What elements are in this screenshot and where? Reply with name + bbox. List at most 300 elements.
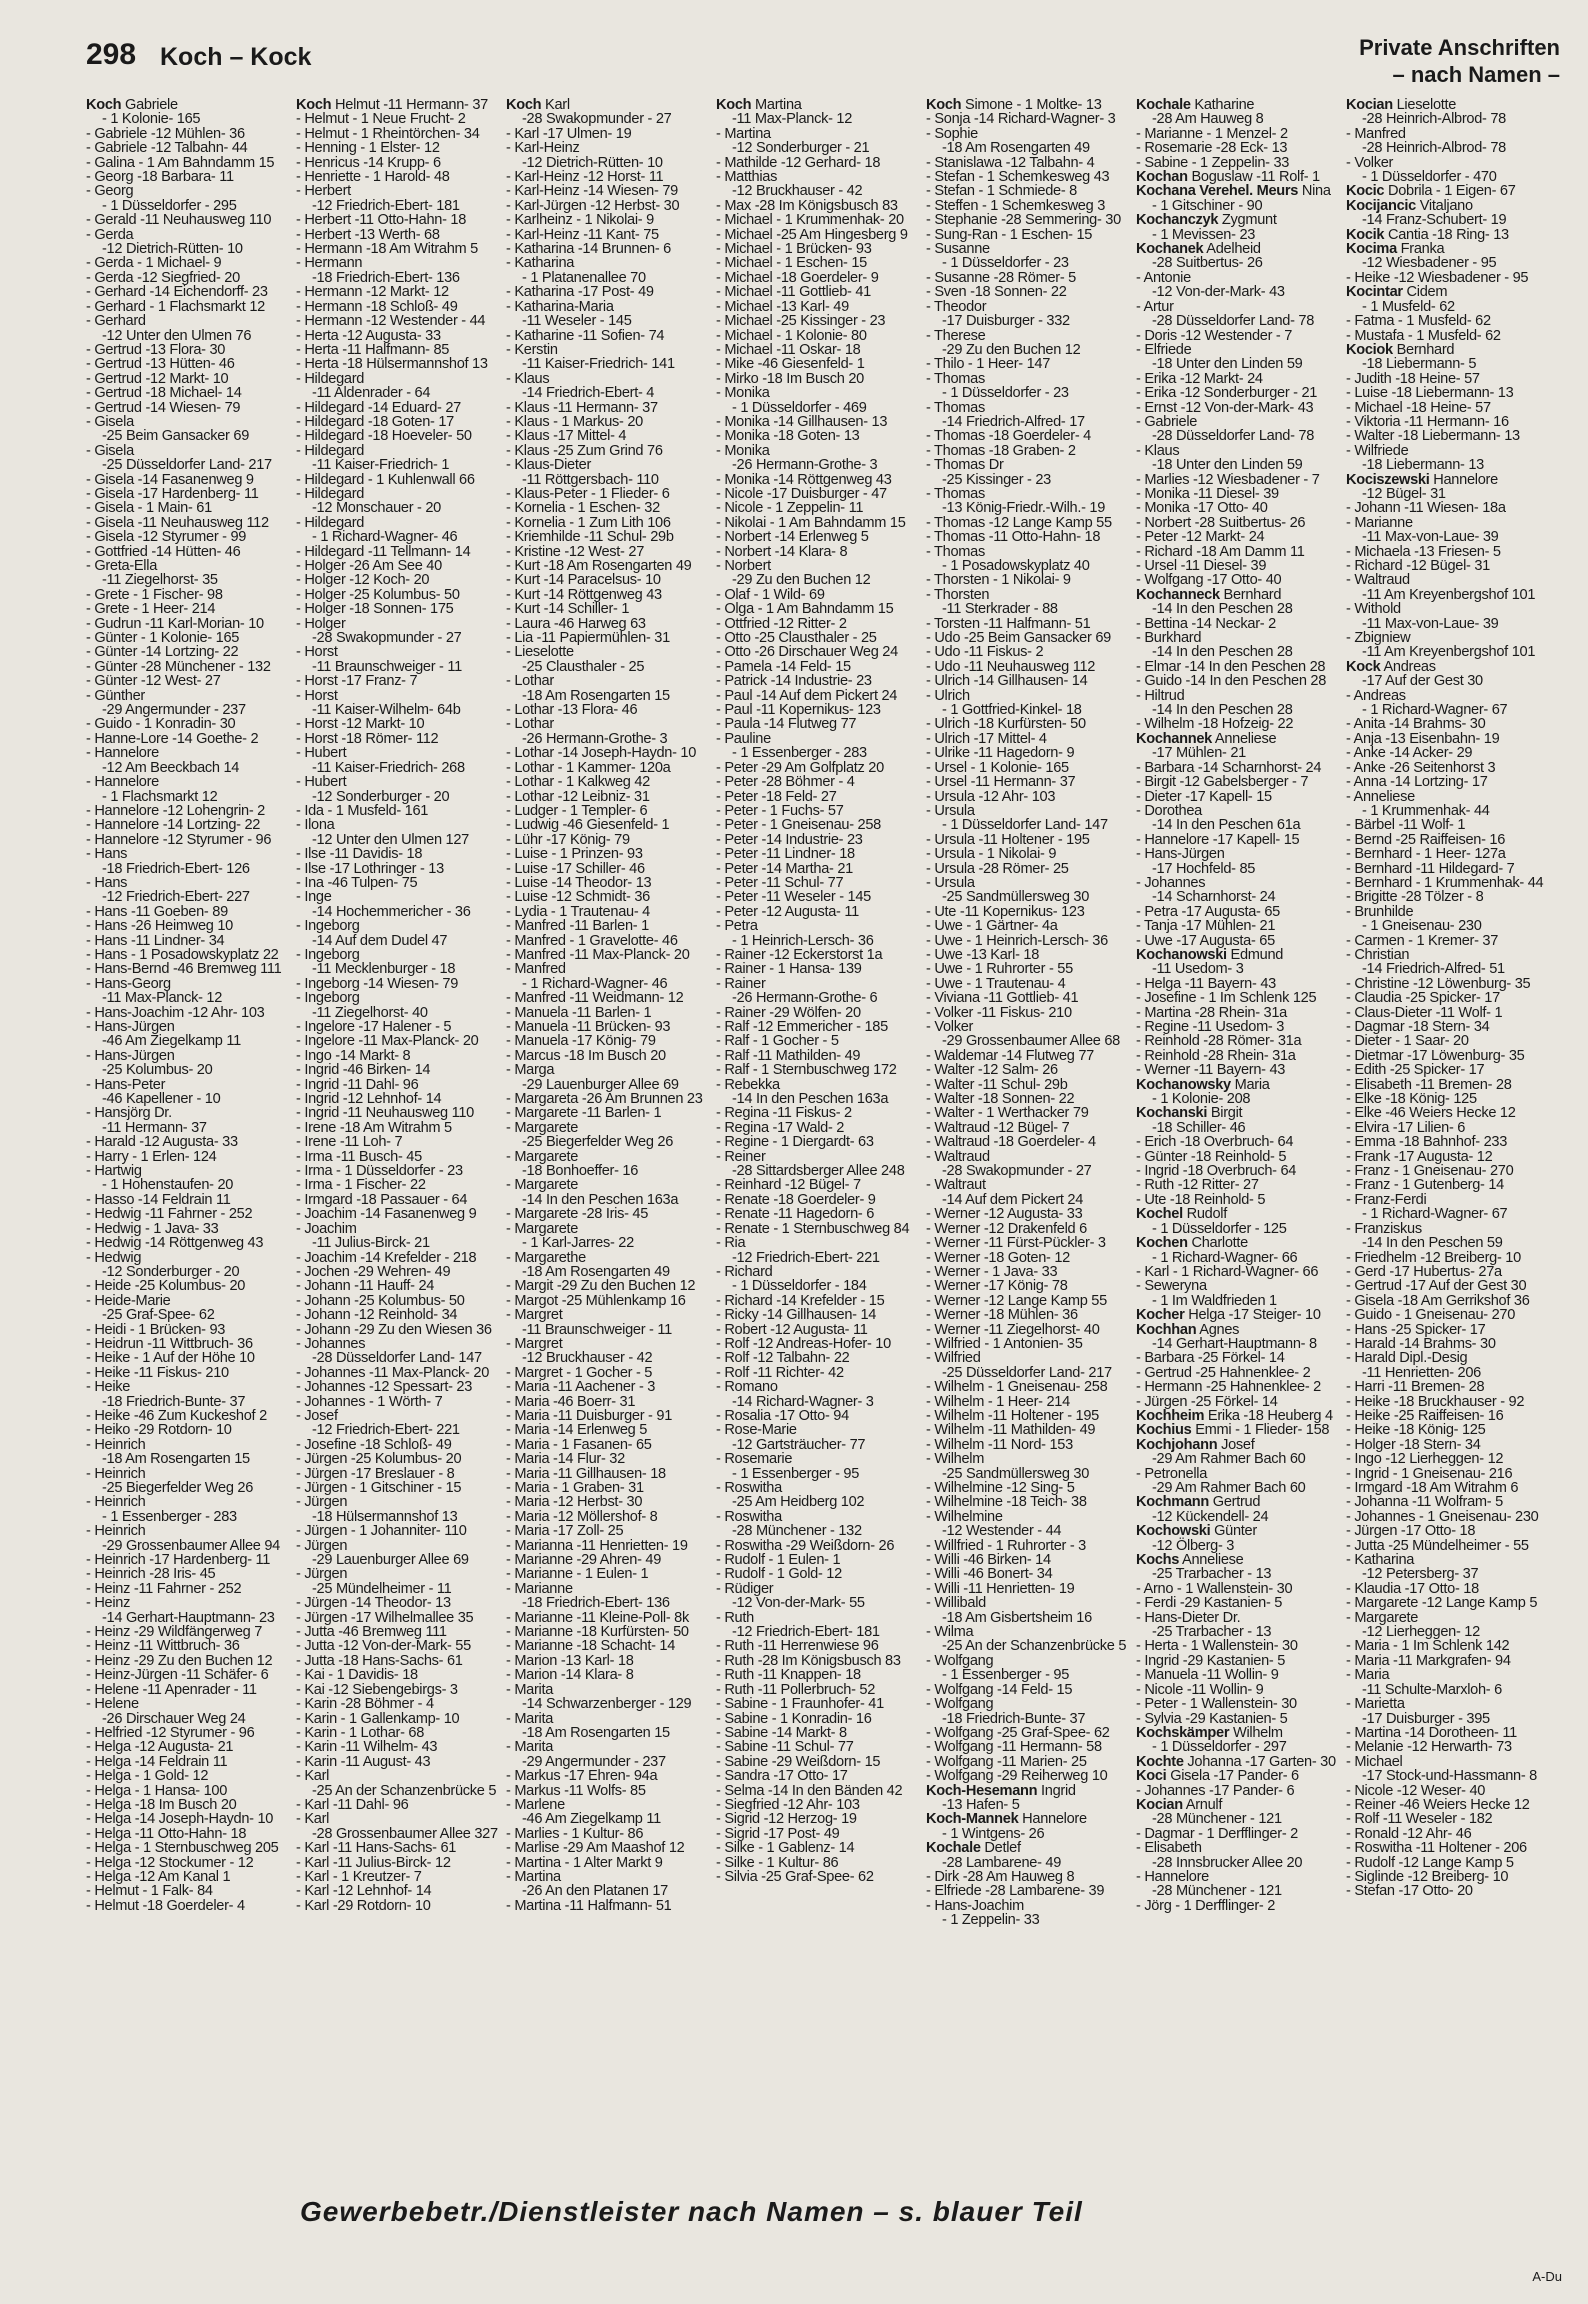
directory-entry: - Hermann: [296, 255, 363, 272]
directory-entry: - Wolfgang: [926, 1652, 994, 1669]
directory-entry: -14 Friedrich-Alfred- 17: [942, 413, 1085, 430]
directory-entry: -17 Stock-und-Hassmann- 8: [1362, 1768, 1538, 1785]
directory-entry: - Ursula - 1 Nikolai- 9: [926, 846, 1057, 863]
directory-entry: - Marianne -29 Ahren- 49: [506, 1552, 662, 1569]
directory-entry: - Herbert -13 Werth- 68: [296, 226, 440, 243]
directory-entry: -25 Am Heidberg 102: [732, 1494, 865, 1511]
directory-entry: - Wilhelm: [926, 1451, 985, 1468]
entry-rest: Gisela -17 Pander- 6: [1166, 1768, 1299, 1785]
directory-entry: - Christian: [1346, 946, 1410, 963]
surname-heading: Kochanczyk: [1136, 212, 1219, 229]
directory-entry: -14 Schwarzenberger - 129: [522, 1696, 692, 1713]
surname-heading: Kochale: [926, 1840, 981, 1857]
directory-entry: - Romano: [716, 1379, 778, 1396]
directory-entry: - Bernhard -11 Hildegard- 7: [1346, 860, 1515, 877]
directory-entry: - Erika -12 Markt- 24: [1136, 370, 1263, 387]
directory-entry: - 1 Düsseldorfer - 125: [1152, 1220, 1287, 1237]
directory-entry: - Ursula: [926, 802, 975, 819]
directory-entry: -12 Gartsträucher- 77: [732, 1436, 866, 1453]
directory-entry: - Marianne -11 Kleine-Poll- 8k: [506, 1609, 689, 1626]
directory-entry: - Otto -26 Dirschauer Weg 24: [716, 644, 898, 661]
directory-entry: -11 Aldenrader - 64: [312, 385, 431, 402]
directory-entry: - Jürgen -17 Breslauer - 8: [296, 1465, 455, 1482]
directory-entry: - Martina -11 Halfmann- 51: [506, 1897, 672, 1914]
directory-entry: - Karl -17 Ulmen- 19: [506, 125, 632, 142]
directory-entry: - Kurt -14 Schiller- 1: [506, 601, 630, 618]
surname-heading: Kocijancic: [1346, 197, 1416, 214]
directory-entry: - Luise -17 Schiller- 46: [506, 860, 645, 877]
directory-entry: [1136, 1078, 1341, 1092]
directory-entry: -28 Am Hauweg 8: [1152, 111, 1264, 128]
directory-entry: - Sigrid -17 Post- 49: [716, 1825, 840, 1842]
directory-entry: -25 Trarbacher - 13: [1152, 1566, 1272, 1583]
directory-entry: -11 Max-Planck- 12: [102, 990, 223, 1007]
directory-entry: -11 Max-Planck- 12: [732, 111, 853, 128]
directory-entry: - Helga -11 Bayern- 43: [1136, 975, 1276, 992]
directory-entry: - Hedwig -14 Röttgenweg 43: [86, 1235, 264, 1252]
directory-entry: - Rose-Marie: [716, 1422, 797, 1439]
directory-entry: - Werner -11 Fürst-Pückler- 3: [926, 1235, 1106, 1252]
directory-entry: - Monika: [716, 442, 770, 459]
directory-entry: -14 In den Peschen 61a: [1152, 817, 1301, 834]
directory-entry: - Wilfried - 1 Antonien- 35: [926, 1335, 1083, 1352]
directory-entry: - Holger -18 Stern- 34: [1346, 1436, 1481, 1453]
directory-entry: -11 Weseler - 145: [522, 313, 632, 330]
directory-entry: - Heidi - 1 Brücken- 93: [86, 1321, 226, 1338]
directory-column-6: [1136, 98, 1341, 2188]
directory-entry: - Manuela -17 König- 79: [506, 1033, 656, 1050]
directory-entry: - Ingeborg: [296, 990, 360, 1007]
directory-entry: - Helmut - 1 Rheintörchen- 34: [296, 125, 480, 142]
directory-entry: - Birgit -12 Gabelsberger - 7: [1136, 774, 1309, 791]
directory-entry: - Lothar - 1 Kammer- 120a: [506, 759, 671, 776]
directory-entry: - Dieter - 1 Saar- 20: [1346, 1033, 1469, 1050]
directory-entry: - Anke -14 Acker- 29: [1346, 745, 1473, 762]
directory-entry: - Patrick -14 Industrie- 23: [716, 673, 872, 690]
directory-entry: - Ulrich: [926, 687, 970, 704]
directory-entry: - Waldemar -14 Flutweg 77: [926, 1047, 1094, 1064]
directory-entry: [716, 98, 921, 112]
directory-entry: - Laura -46 Harweg 63: [506, 615, 646, 632]
directory-entry: -11 Max-von-Laue- 39: [1362, 615, 1499, 632]
directory-entry: - Jürgen: [296, 1566, 348, 1583]
directory-entry: - Volker: [1346, 154, 1394, 171]
directory-entry: - Karin -11 August- 43: [296, 1753, 431, 1770]
directory-entry: - Jürgen: [296, 1537, 348, 1554]
entry-rest: Anneliese: [1211, 730, 1277, 747]
directory-entry: -11 Am Kreyenbergshof 101: [1362, 644, 1536, 661]
directory-entry: -18 Unter den Linden 59: [1152, 356, 1303, 373]
directory-entry: - Ulrich -14 Gillhausen- 14: [926, 673, 1088, 690]
directory-entry: - Grete - 1 Fischer- 98: [86, 586, 223, 603]
directory-entry: - Christine -12 Löwenburg- 35: [1346, 975, 1531, 992]
directory-entry: - Harald -14 Brahms- 30: [1346, 1335, 1496, 1352]
directory-entry: - Ulrich -17 Mittel- 4: [926, 730, 1047, 747]
surname-heading: Koci: [1136, 1768, 1167, 1785]
directory-entry: - Kurt -14 Paracelsus- 10: [506, 572, 661, 589]
directory-entry: - Michael -18 Heine- 57: [1346, 399, 1491, 416]
directory-entry: - 1 Gneisenau- 230: [1362, 918, 1482, 935]
directory-entry: - Michaela -13 Friesen- 5: [1346, 543, 1501, 560]
directory-entry: - Klaus-Peter - 1 Flieder- 6: [506, 485, 670, 502]
directory-entry: [86, 98, 291, 112]
directory-entry: [1136, 1798, 1341, 1812]
directory-entry: - Regine -11 Usedom- 3: [1136, 1019, 1285, 1035]
directory-entry: - Werner -12 Drakenfeld 6: [926, 1220, 1087, 1237]
directory-entry: - 1 Richard-Wagner- 67: [1362, 1206, 1508, 1223]
directory-entry: - Ursel -11 Diesel- 39: [1136, 558, 1267, 574]
directory-entry: - Martina -14 Dorotheen- 11: [1346, 1724, 1517, 1741]
directory-entry: - Ida - 1 Musfeld- 161: [296, 802, 429, 819]
directory-entry: - Rebekka: [716, 1076, 780, 1093]
directory-entry: - Hubert: [296, 745, 347, 762]
directory-entry: -12 Bruckhauser - 42: [522, 1350, 653, 1367]
directory-entry: - Hedwig: [86, 1249, 142, 1266]
directory-entry: - Johannes -12 Spessart- 23: [296, 1379, 473, 1396]
directory-entry: - Therese: [926, 327, 986, 344]
directory-entry: - 1 Mevissen- 23: [1152, 226, 1256, 243]
directory-entry: - Hans - 1 Posadowskyplatz 22: [86, 946, 279, 963]
surname-heading: Kochskämper: [1136, 1724, 1230, 1741]
directory-entry: -28 Düsseldorfer Land- 78: [1152, 428, 1315, 445]
directory-entry: -25 Beim Gansacker 69: [102, 428, 250, 445]
directory-entry: - Hans: [86, 874, 128, 891]
directory-entry: - Zbigniew: [1346, 630, 1411, 647]
directory-entry: - Luise -18 Liebermann- 13: [1346, 385, 1514, 402]
directory-entry: - Pamela -14 Feld- 15: [716, 658, 851, 675]
directory-entry: - Hans-Jürgen: [86, 1019, 175, 1035]
directory-entry: - Wilhelmine: [926, 1508, 1003, 1525]
directory-entry: - Henricus -14 Krupp- 6: [296, 154, 441, 171]
directory-entry: -11 Henrietten- 206: [1362, 1364, 1481, 1381]
directory-entry: - Franziskus: [1346, 1220, 1422, 1237]
directory-entry: - Jürgen: [296, 1494, 348, 1511]
directory-entry: - Marianne -18 Kurfürsten- 50: [506, 1624, 689, 1641]
directory-entry: [1136, 184, 1341, 198]
directory-entry: - 1 Kolonie- 165: [102, 111, 201, 128]
directory-entry: - Martina: [716, 125, 771, 142]
directory-entry: - Stanislawa -12 Talbahn- 4: [926, 154, 1095, 171]
directory-entry: - Galina - 1 Am Bahndamm 15: [86, 154, 275, 171]
directory-entry: - Johann -11 Wiesen- 18a: [1346, 500, 1506, 517]
directory-entry: - Wilma: [926, 1624, 974, 1641]
directory-entry: -17 Hochfeld- 85: [1152, 860, 1256, 877]
entry-rest: Hannelore: [1018, 1811, 1087, 1828]
entry-rest: Franka: [1396, 241, 1445, 258]
directory-entry: - Brigitte -28 Tölzer - 8: [1346, 889, 1484, 906]
directory-entry: - Wolfgang: [926, 1696, 994, 1713]
directory-entry: - Peter - 1 Gneisenau- 258: [716, 817, 881, 834]
directory-entry: [1346, 184, 1551, 198]
directory-entry: - Werner -18 Mühlen- 36: [926, 1307, 1078, 1324]
directory-entry: -28 Düsseldorfer Land- 78: [1152, 313, 1315, 330]
directory-entry: [1346, 98, 1551, 112]
directory-entry: - Klaus: [506, 370, 550, 387]
surname-heading: Kochowski: [1136, 1523, 1211, 1540]
directory-entry: - Michael -11 Gottlieb- 41: [716, 284, 871, 301]
directory-entry: - Bernhard - 1 Krummenhak- 44: [1346, 874, 1544, 891]
directory-entry: -14 Hochemmericher - 36: [312, 903, 471, 920]
directory-entry: -11 Mecklenburger - 18: [312, 961, 456, 978]
directory-entry: -46 Am Ziegelkamp 11: [522, 1811, 661, 1828]
directory-entry: - Wolfgang -14 Feld- 15: [926, 1681, 1073, 1698]
directory-entry: - Josef: [296, 1407, 338, 1424]
directory-entry: - Robert -12 Augusta- 11: [716, 1321, 868, 1338]
directory-entry: [1136, 170, 1341, 184]
directory-entry: -12 Westender - 44: [942, 1523, 1062, 1540]
directory-entry: - Heike -25 Raiffeisen- 16: [1346, 1407, 1504, 1424]
directory-entry: - Hannelore -12 Lohengrin- 2: [86, 802, 266, 819]
directory-entry: -12 Ölberg- 3: [1152, 1537, 1235, 1554]
directory-entry: - Günther: [86, 687, 145, 704]
directory-entry: -26 An den Platanen 17: [522, 1883, 668, 1900]
directory-entry: - Antonie: [1136, 269, 1191, 286]
entry-rest: Detlef: [980, 1840, 1021, 1857]
directory-entry: - 1 Essenberger - 283: [732, 745, 867, 762]
directory-entry: - Horst -18 Römer- 112: [296, 730, 439, 747]
directory-entry: - Helmut - 1 Falk- 84: [86, 1883, 213, 1900]
directory-entry: -25 Biegerfelder Weg 26: [522, 1134, 674, 1151]
directory-entry: - Maria: [1346, 1667, 1390, 1684]
directory-entry: - Johannes: [1136, 874, 1206, 891]
directory-entry: -18 Am Rosengarten 49: [942, 140, 1090, 157]
directory-entry: - Maria -46 Boerr- 31: [506, 1393, 636, 1410]
entry-rest: Maria: [1230, 1076, 1270, 1093]
directory-entry: - Hannelore: [86, 745, 159, 762]
directory-entry: - Maria - 1 Im Schlenk 142: [1346, 1638, 1510, 1655]
directory-entry: - Herta -11 Halfmann- 85: [296, 341, 450, 358]
directory-entry: - Hans-Dieter Dr.: [1136, 1609, 1241, 1626]
entry-rest: Helmut -11 Hermann- 37: [331, 98, 488, 113]
directory-entry: -29 Grossenbaumer Allee 68: [942, 1033, 1120, 1050]
directory-entry: - Gabriele -12 Mühlen- 36: [86, 125, 245, 142]
directory-entry: - Luise - 1 Prinzen- 93: [506, 846, 643, 863]
entry-rest: Josef: [1217, 1436, 1255, 1453]
directory-entry: -12 Bruckhauser - 42: [732, 183, 863, 200]
directory-entry: - Heinz -11 Fahrner - 252: [86, 1580, 242, 1597]
directory-entry: - Klaus -11 Hermann- 37: [506, 399, 658, 416]
directory-entry: - Roswitha -29 Weißdorn- 26: [716, 1537, 895, 1554]
directory-entry: - Rolf -12 Andreas-Hofer- 10: [716, 1335, 891, 1352]
directory-entry: - Manfred: [506, 961, 566, 978]
directory-entry: - Karl-Heinz -14 Wiesen- 79: [506, 183, 678, 200]
directory-entry: - Gerhard: [86, 313, 146, 330]
directory-entry: -11 Kaiser-Friedrich- 268: [312, 759, 465, 776]
entry-rest: Gabriele: [121, 98, 178, 113]
directory-entry: - Hans-Jürgen: [86, 1047, 175, 1064]
directory-entry: - Rolf -11 Richter- 42: [716, 1364, 844, 1381]
directory-entry: - Waltraud: [926, 1148, 990, 1165]
directory-entry: [506, 98, 711, 112]
directory-entry: - Silvia -25 Graf-Spee- 62: [716, 1868, 874, 1885]
directory-entry: -12 Friedrich-Ebert- 221: [732, 1249, 880, 1266]
directory-entry: [926, 1784, 1131, 1798]
directory-entry: - Doris -12 Westender - 7: [1136, 327, 1293, 344]
directory-entry: - Heike: [86, 1379, 131, 1396]
directory-entry: -28 Grossenbaumer Allee 327: [312, 1825, 498, 1842]
directory-entry: - Werner -12 Lange Kamp 55: [926, 1292, 1107, 1309]
directory-entry: -12 Friedrich-Ebert- 181: [732, 1624, 880, 1641]
directory-entry: - Heike - 1 Auf der Höhe 10: [86, 1350, 255, 1367]
directory-entry: - Harald Dipl.-Desig: [1346, 1350, 1468, 1367]
directory-entry: -11 Kaiser-Friedrich- 1: [312, 457, 450, 474]
directory-entry: - Margareta -26 Am Brunnen 23: [506, 1091, 703, 1108]
directory-entry: - Renate - 1 Sternbuschweg 84: [716, 1220, 910, 1237]
directory-entry: -13 Hafen- 5: [942, 1796, 1020, 1813]
directory-entry: [1136, 1423, 1341, 1437]
directory-entry: -14 Auf dem Dudel 47: [312, 932, 448, 949]
directory-entry: -18 Friedrich-Ebert- 136: [522, 1595, 670, 1612]
entry-rest: Simone - 1 Moltke- 13: [961, 98, 1102, 113]
directory-entry: - Barbara -14 Scharnhorst- 24: [1136, 759, 1322, 776]
directory-entry: - Rolf -11 Weseler - 182: [1346, 1811, 1493, 1828]
directory-entry: - Melanie -12 Herwarth- 73: [1346, 1739, 1512, 1756]
directory-entry: - Werner -12 Augusta- 33: [926, 1206, 1083, 1223]
directory-entry: -18 Liebermann- 5: [1362, 356, 1477, 373]
directory-entry: -11 Am Kreyenbergshof 101: [1362, 586, 1536, 603]
directory-entry: -29 Zu den Buchen 12: [732, 572, 871, 589]
directory-entry: - Torsten -11 Halfmann- 51: [926, 615, 1091, 632]
directory-entry: - Wilhelm - 1 Heer- 214: [926, 1393, 1070, 1410]
directory-entry: - Johann -12 Reinhold- 34: [296, 1307, 458, 1324]
directory-entry: - Thomas -18 Goerdeler- 4: [926, 428, 1091, 445]
directory-entry: - Marcus -18 Im Busch 20: [506, 1047, 666, 1064]
entry-rest: Nina: [1298, 183, 1331, 200]
directory-entry: - Jutta -46 Bremweg 111: [296, 1624, 447, 1641]
directory-entry: - Hannelore: [1136, 1868, 1209, 1885]
directory-entry: - Hildegard: [296, 514, 365, 531]
directory-entry: - Rainer -12 Eckerstorst 1a: [716, 946, 883, 963]
directory-entry: - Judith -18 Heine- 57: [1346, 370, 1480, 387]
directory-entry: - Ralf -12 Emmericher - 185: [716, 1019, 888, 1035]
directory-entry: - Lia -11 Papiermühlen- 31: [506, 630, 670, 647]
directory-entry: - Gerhard - 1 Flachsmarkt 12: [86, 298, 265, 315]
directory-entry: [1136, 1769, 1341, 1783]
directory-entry: - Franz - 1 Gutenberg- 14: [1346, 1177, 1504, 1194]
surname-heading: Kochel: [1136, 1206, 1183, 1223]
directory-entry: -18 Unter den Linden 59: [1152, 457, 1303, 474]
directory-entry: - Ferdi -29 Kastanien- 5: [1136, 1595, 1283, 1612]
directory-entry: - Willi -46 Bonert- 34: [926, 1566, 1053, 1583]
directory-entry: - Volker -11 Fiskus- 210: [926, 1004, 1072, 1021]
surname-heading: Kochhan: [1136, 1321, 1197, 1338]
directory-entry: - Seweryna: [1136, 1278, 1207, 1295]
directory-entry: - Helga -11 Otto-Hahn- 18: [86, 1825, 247, 1842]
directory-entry: - Ralf - 1 Sternbuschweg 172: [716, 1062, 897, 1079]
directory-entry: -18 Bonhoeffer- 16: [522, 1163, 639, 1180]
directory-entry: - Walter - 1 Werthacker 79: [926, 1105, 1089, 1122]
directory-entry: - Lothar: [506, 716, 554, 733]
entry-rest: Bernhard: [1392, 341, 1455, 358]
directory-entry: - Hildegard: [296, 370, 365, 387]
directory-entry: - Irma - 1 Düsseldorfer - 23: [296, 1163, 463, 1180]
directory-entry: - Luise -12 Schmidt- 36: [506, 889, 650, 906]
directory-entry: - Petronella: [1136, 1465, 1208, 1482]
directory-entry: - Uwe -13 Karl- 18: [926, 946, 1040, 963]
directory-entry: - Rainer -29 Wölfen- 20: [716, 1004, 861, 1021]
directory-entry: - Heike -12 Wiesbadener - 95: [1346, 269, 1529, 286]
entry-rest: Adelheid: [1203, 241, 1261, 258]
directory-entry: - Monika -11 Diesel- 39: [1136, 485, 1279, 502]
directory-entry: - Ludger - 1 Templer- 6: [506, 802, 648, 819]
directory-entry: - Ruth -12 Ritter- 27: [1136, 1177, 1259, 1194]
directory-entry: - 1 Gottfried-Kinkel- 18: [942, 702, 1082, 719]
directory-entry: - Margret - 1 Gocher - 5: [506, 1364, 653, 1381]
directory-entry: - 1 Richard-Wagner- 46: [522, 975, 668, 992]
directory-entry: -12 Friedrich-Ebert- 221: [312, 1422, 460, 1439]
directory-entry: - Marion -13 Karl- 18: [506, 1652, 634, 1669]
directory-entry: [1136, 98, 1341, 112]
directory-entry: - Richard -12 Bügel- 31: [1346, 558, 1490, 574]
directory-entry: - Renate -18 Goerdeler- 9: [716, 1191, 876, 1208]
directory-entry: - Karl -11 Dahl- 96: [296, 1796, 409, 1813]
directory-entry: - Walter -18 Liebermann- 13: [1346, 428, 1520, 445]
surname-heading: Koch-Hesemann: [926, 1782, 1038, 1799]
directory-entry: - Hans-Jürgen: [1136, 846, 1225, 863]
directory-entry: - Mirko -18 Im Busch 20: [716, 370, 865, 387]
directory-entry: - Matthias: [716, 169, 778, 186]
surname-heading: Kock: [1346, 658, 1381, 675]
surname-heading: Kocic: [1346, 183, 1385, 200]
directory-entry: - Artur: [1136, 298, 1174, 315]
directory-entry: - Elisabeth: [1136, 1840, 1202, 1857]
directory-entry: - Katharina-Maria: [506, 298, 614, 315]
directory-entry: -28 Suitbertus- 26: [1152, 255, 1263, 272]
directory-entry: - Maria - 1 Graben- 31: [506, 1480, 644, 1496]
directory-entry: - Marietta: [1346, 1696, 1405, 1713]
directory-entry: - Heidrun -11 Wittbruch- 36: [86, 1335, 253, 1352]
directory-entry: - 1 Düsseldorfer - 184: [732, 1278, 867, 1295]
directory-entry: [1136, 213, 1341, 227]
directory-entry: - Lothar -13 Flora- 46: [506, 702, 638, 719]
directory-entry: -11 Sterkrader - 88: [942, 601, 1058, 618]
directory-entry: - Herbert -11 Otto-Hahn- 18: [296, 212, 467, 229]
directory-entry: -29 Am Rahmer Bach 60: [1152, 1480, 1306, 1496]
directory-entry: - Hannelore -14 Lortzing- 22: [86, 817, 261, 834]
directory-entry: - Marianne: [1346, 514, 1413, 531]
directory-entry: - Monika: [716, 385, 770, 402]
directory-entry: -25 Sandmüllersweg 30: [942, 889, 1090, 906]
directory-entry: - Susanne: [926, 241, 990, 258]
directory-entry: - Elisabeth -11 Bremen- 28: [1346, 1076, 1512, 1093]
directory-entry: - Klaus: [1136, 442, 1180, 459]
directory-entry: - Ingrid -18 Overbruch- 64: [1136, 1163, 1297, 1180]
directory-entry: - Kristine -12 West- 27: [506, 543, 645, 560]
directory-entry: - Herta -18 Hülsermannshof 13: [296, 356, 488, 373]
directory-entry: - 1 Wintgens- 26: [942, 1825, 1045, 1842]
entry-rest: Arnulf: [1182, 1796, 1223, 1813]
directory-entry: - Ina -46 Tulpen- 75: [296, 874, 418, 891]
directory-entry: - Rosalia -17 Otto- 94: [716, 1407, 849, 1424]
directory-entry: - Volker: [926, 1019, 974, 1035]
directory-entry: - Ulrike -11 Hagedorn- 9: [926, 745, 1075, 762]
surname-heading: Kociok: [1346, 341, 1393, 358]
directory-entry: - Hermann -18 Schloß- 49: [296, 298, 458, 315]
footer-note: Gewerbebetr./Dienstleister nach Namen – s. blauer Teil: [300, 2196, 1083, 2227]
directory-entry: - 1 Zeppelin- 33: [942, 1912, 1040, 1929]
surname-heading: Kocima: [1346, 241, 1397, 258]
directory-entry: - Heinrich: [86, 1523, 146, 1540]
directory-entry: - Hans-Joachim -12 Ahr- 103: [86, 1004, 265, 1021]
directory-entry: - Gisela -12 Styrumer - 99: [86, 529, 247, 546]
directory-entry: - Margarete: [506, 1148, 579, 1165]
directory-entry: - Gerda -12 Siegfried- 20: [86, 269, 240, 286]
directory-entry: -26 Hermann-Grothe- 3: [522, 730, 668, 747]
directory-entry: - Rosemarie: [716, 1451, 793, 1468]
directory-entry: - 1 Essenberger - 95: [732, 1465, 860, 1482]
surname-heading: Kochanneck: [1136, 586, 1220, 603]
directory-entry: -28 Swakopmunder - 27: [942, 1163, 1092, 1180]
